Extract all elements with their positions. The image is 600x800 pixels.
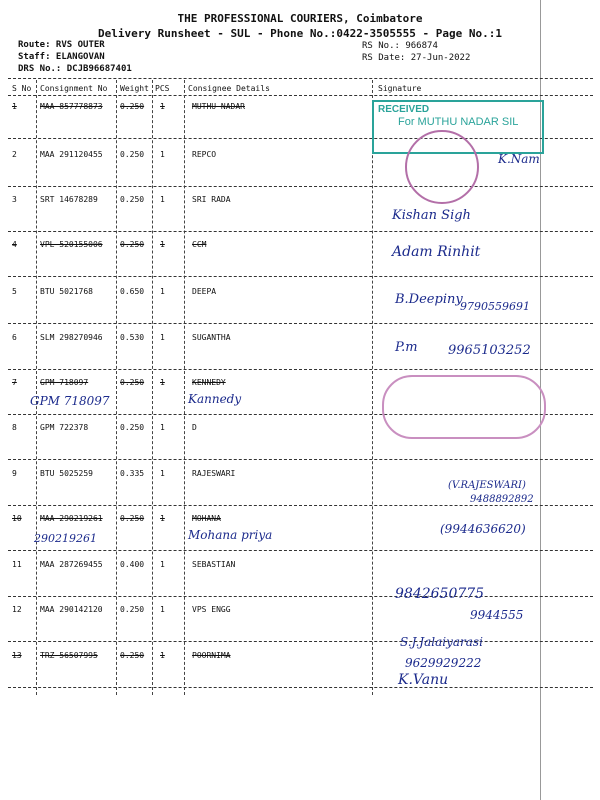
row-weight: 0.250	[120, 651, 145, 660]
handwritten-signature: Adam Rinhit	[392, 244, 481, 260]
row-consignee: DEEPA	[192, 287, 217, 296]
row-consignment-no: SLM 298270946	[40, 333, 103, 342]
row-weight: 0.250	[120, 240, 145, 249]
row-consignee: RAJESWARI	[192, 469, 236, 478]
row-pcs: 1	[160, 514, 165, 523]
handwritten-signature: Kishan Sigh	[392, 208, 471, 223]
col-divider	[184, 80, 185, 695]
row-weight: 0.250	[120, 150, 145, 159]
row-weight: 0.530	[120, 333, 145, 342]
row-consignment-no: MAA 290142120	[40, 605, 103, 614]
col-pcs: PCS	[155, 84, 170, 93]
row-pcs: 1	[160, 605, 165, 614]
stamp-line-2: For MUTHU NADAR SIL	[398, 116, 519, 128]
handwritten-signature: K.Vanu	[398, 672, 449, 688]
row-sno: 8	[12, 423, 17, 432]
handwritten-phone: 9790559691	[460, 300, 530, 313]
col-weight: Weight	[120, 84, 149, 93]
row-consignee: SEBASTIAN	[192, 560, 236, 569]
row-weight: 0.250	[120, 195, 145, 204]
row-consignee: KENNEDY	[192, 378, 226, 387]
header-rule-bottom	[8, 95, 593, 96]
row-weight: 0.335	[120, 469, 145, 478]
row-weight: 0.250	[120, 514, 145, 523]
row-sno: 7	[12, 378, 17, 387]
row-divider	[8, 459, 593, 460]
row-pcs: 1	[160, 102, 165, 111]
row-consignee: MOHANA	[192, 514, 221, 523]
col-consignee: Consignee Details	[188, 84, 270, 93]
header-rule-top	[8, 78, 593, 79]
row-consignee: CCM	[192, 240, 207, 249]
row-consignment-no: MAA 291120455	[40, 150, 103, 159]
row-consignee: SRI RADA	[192, 195, 231, 204]
handwritten-consignment: GPM 718097	[30, 394, 110, 408]
row-consignee: MUTHU NADAR	[192, 102, 245, 111]
rs-date: RS Date: 27-Jun-2022	[362, 53, 471, 63]
row-sno: 9	[12, 469, 17, 478]
row-pcs: 1	[160, 240, 165, 249]
row-consignment-no: GPM 718097	[40, 378, 89, 387]
row-consignment-no: GPM 722378	[40, 423, 89, 432]
row-weight: 0.250	[120, 378, 145, 387]
row-consignment-no: MAA 290219261	[40, 514, 103, 523]
row-pcs: 1	[160, 195, 165, 204]
row-weight: 0.400	[120, 560, 145, 569]
row-divider	[8, 505, 593, 506]
row-consignment-no: BTU 5021768	[40, 287, 93, 296]
row-pcs: 1	[160, 333, 165, 342]
handwritten-name: Mohana priya	[188, 528, 273, 542]
row-sno: 12	[12, 605, 22, 614]
row-sno: 10	[12, 514, 22, 523]
row-consignment-no: TRZ 56507995	[40, 651, 98, 660]
row-divider	[8, 276, 593, 277]
row-divider	[8, 596, 593, 597]
col-consignment: Consignment No	[40, 84, 108, 93]
handwritten-signature: P.m	[395, 340, 418, 355]
col-divider	[116, 80, 117, 695]
row-sno: 6	[12, 333, 17, 342]
round-seal	[405, 130, 479, 204]
row-consignment-no: SRT 14678289	[40, 195, 98, 204]
row-divider	[8, 186, 593, 187]
row-consignee: POORNIMA	[192, 651, 231, 660]
row-consignment-no: VPL 520155006	[40, 240, 103, 249]
row-sno: 3	[12, 195, 17, 204]
col-sno: S No	[12, 84, 32, 93]
row-sno: 1	[12, 102, 17, 111]
row-consignee: D	[192, 423, 197, 432]
row-divider	[8, 641, 593, 642]
stamp-line-1: RECEIVED	[378, 104, 430, 115]
row-pcs: 1	[160, 378, 165, 387]
row-sno: 13	[12, 651, 22, 660]
row-pcs: 1	[160, 150, 165, 159]
row-weight: 0.650	[120, 287, 145, 296]
handwritten-signature: B.Deepiny	[395, 292, 463, 307]
handwritten-phone: 9965103252	[448, 343, 531, 358]
row-pcs: 1	[160, 423, 165, 432]
row-divider	[8, 369, 593, 370]
row-divider	[8, 550, 593, 551]
school-seal	[382, 375, 546, 439]
handwritten-phone: 9842650775	[395, 586, 485, 602]
row-weight: 0.250	[120, 605, 145, 614]
row-sno: 11	[12, 560, 22, 569]
staff-label: Staff: ELANGOVAN	[18, 52, 105, 62]
row-pcs: 1	[160, 651, 165, 660]
col-divider	[372, 80, 373, 695]
row-consignment-no: MAA 287269455	[40, 560, 103, 569]
row-pcs: 1	[160, 560, 165, 569]
row-pcs: 1	[160, 469, 165, 478]
row-pcs: 1	[160, 287, 165, 296]
company-title: THE PROFESSIONAL COURIERS, Coimbatore	[177, 12, 423, 25]
handwritten-name: (V.RAJESWARI)	[448, 480, 526, 491]
col-divider	[36, 80, 37, 695]
row-consignee: REPCO	[192, 150, 217, 159]
row-weight: 0.250	[120, 102, 145, 111]
row-weight: 0.250	[120, 423, 145, 432]
handwritten-name: S.J.Jalaiyarasi	[400, 635, 483, 649]
runsheet-title: Delivery Runsheet - SUL - Phone No.:0422-3505555 - Page No.:1	[98, 27, 502, 40]
handwritten-phone: 9944555	[470, 608, 524, 622]
signature-scribble: K.Nam	[498, 152, 540, 166]
drs-label: DRS No.: DCJB96687401	[18, 64, 132, 74]
handwritten-phone: 9629929222	[405, 656, 482, 670]
row-divider	[8, 687, 593, 688]
row-consignment-no: BTU 5025259	[40, 469, 93, 478]
handwritten-phone: (9944636620)	[440, 522, 526, 536]
row-consignee: VPS ENGG	[192, 605, 231, 614]
row-consignee: SUGANTHA	[192, 333, 231, 342]
row-divider	[8, 231, 593, 232]
row-sno: 4	[12, 240, 17, 249]
col-divider	[152, 80, 153, 695]
route-label: Route: RVS OUTER	[18, 40, 105, 50]
row-sno: 5	[12, 287, 17, 296]
row-divider	[8, 323, 593, 324]
rs-number: RS No.: 966874	[362, 41, 438, 51]
col-signature: Signature	[378, 84, 422, 93]
handwritten-consignment: 290219261	[34, 532, 97, 545]
row-sno: 2	[12, 150, 17, 159]
handwritten-name: Kannedy	[188, 392, 242, 406]
handwritten-phone: 9488892892	[470, 494, 534, 505]
row-consignment-no: MAA 857778873	[40, 102, 103, 111]
